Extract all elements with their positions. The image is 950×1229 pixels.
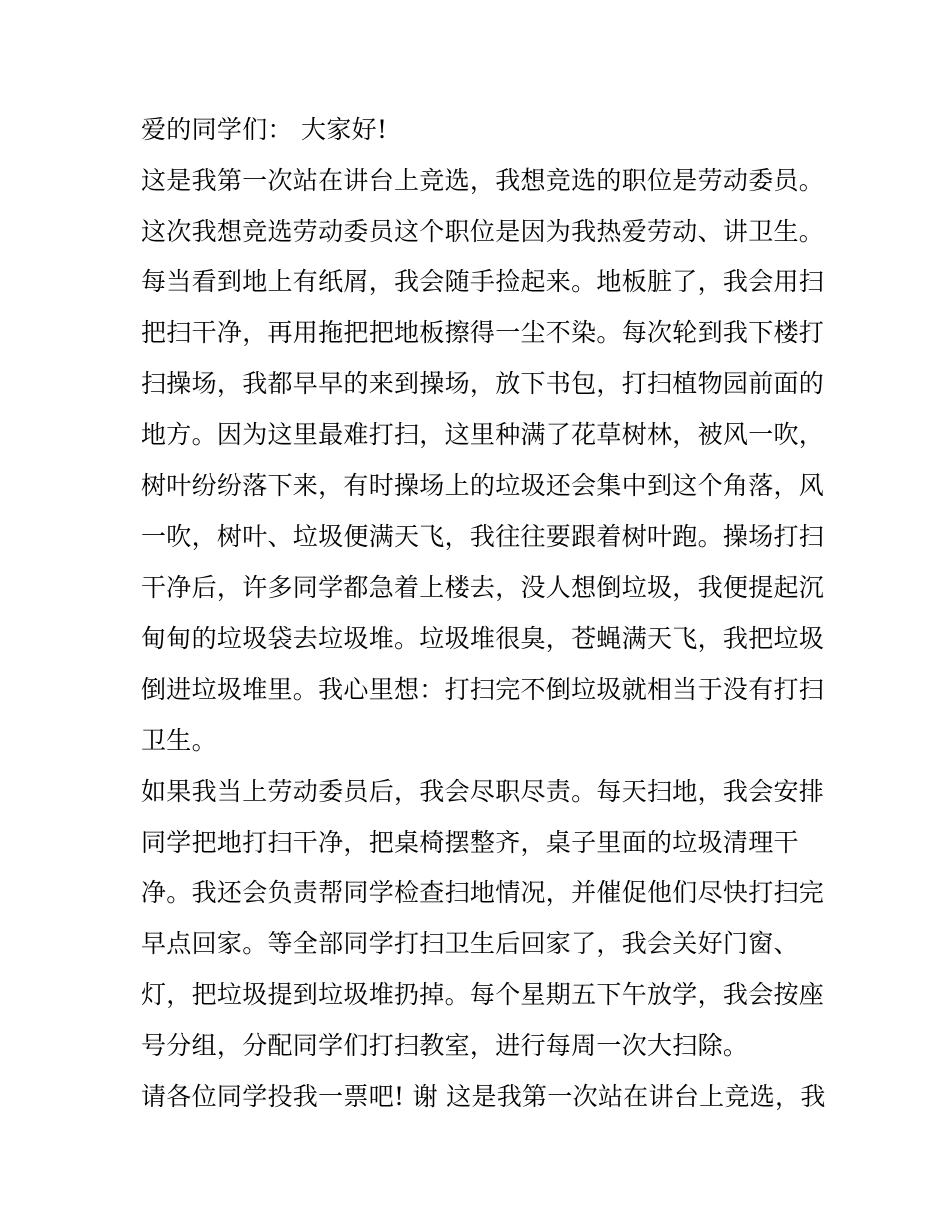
text-line: 倒进垃圾堆里。我心里想：打扫完不倒垃圾就相当于没有打扫 (141, 675, 825, 704)
text-line: 卫生。 (141, 726, 217, 755)
text-line: 号分组，分配同学们打扫教室，进行每周一次大扫除。 (141, 1031, 749, 1060)
text-line: 净。我还会负责帮同学检查扫地情况，并催促他们尽快打扫完 (141, 878, 825, 907)
text-line: 把扫干净，再用拖把把地板擦得一尘不染。每次轮到我下楼打 (141, 318, 825, 347)
text-line: 同学把地打扫干净，把桌椅摆整齐，桌子里面的垃圾清理干 (141, 828, 799, 857)
text-line: 一吹，树叶、垃圾便满天飞，我往往要跟着树叶跑。操场打扫 (141, 522, 825, 551)
text-line: 树叶纷纷落下来，有时操场上的垃圾还会集中到这个角落，风 (141, 471, 825, 500)
text-line: 每当看到地上有纸屑，我会随手捡起来。地板脏了，我会用扫 (141, 267, 825, 296)
text-line: 请各位同学投我一票吧! 谢 这是我第一次站在讲台上竞选，我 (141, 1082, 826, 1111)
text-line: 早点回家。等全部同学打扫卫生后回家了，我会关好门窗、 (141, 929, 799, 958)
text-line: 这次我想竞选劳动委员这个职位是因为我热爱劳动、讲卫生。 (141, 217, 825, 246)
greeting-line: 爱的同学们： 大家好! (141, 115, 388, 144)
text-line: 甸甸的垃圾袋去垃圾堆。垃圾堆很臭，苍蝇满天飞，我把垃圾 (141, 624, 825, 653)
text-line: 扫操场，我都早早的来到操场，放下书包，打扫植物园前面的 (141, 369, 825, 398)
text-line: 如果我当上劳动委员后，我会尽职尽责。每天扫地，我会安排 (141, 777, 825, 806)
text-line: 灯，把垃圾提到垃圾堆扔掉。每个星期五下午放学，我会按座 (141, 980, 825, 1009)
text-line: 地方。因为这里最难打扫，这里种满了花草树林，被风一吹， (141, 420, 825, 449)
text-line: 干净后，许多同学都急着上楼去，没人想倒垃圾，我便提起沉 (141, 573, 825, 602)
text-line: 这是我第一次站在讲台上竞选，我想竞选的职位是劳动委员。 (141, 166, 825, 195)
